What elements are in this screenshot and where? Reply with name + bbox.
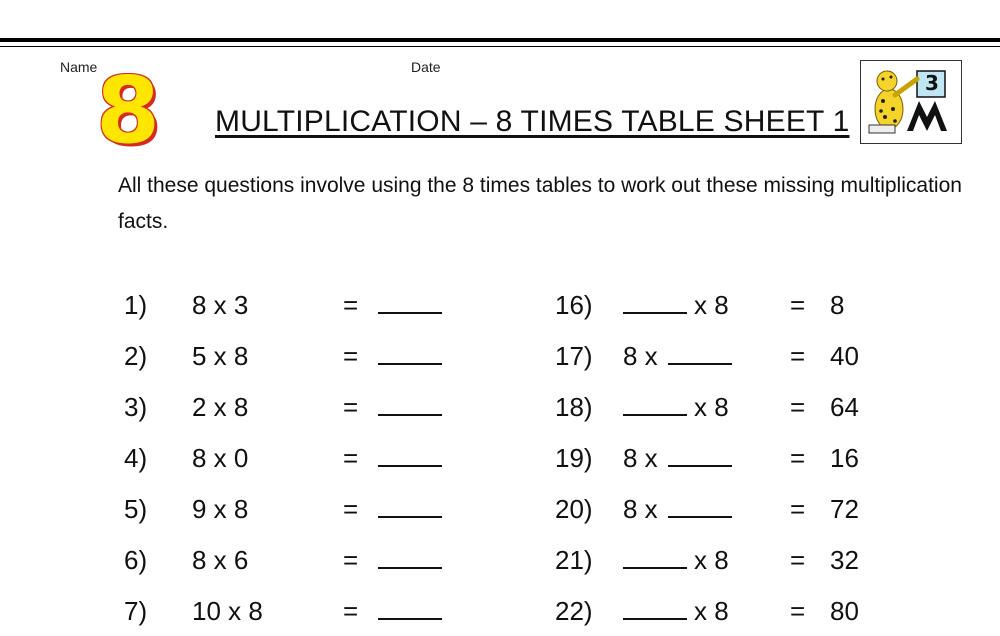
question-number: 16): [555, 290, 593, 320]
missing-factor-blank[interactable]: [623, 586, 687, 636]
missing-factor-blank[interactable]: [623, 382, 687, 432]
equals-sign: =: [343, 392, 359, 422]
question-expression: 8 x 0: [192, 443, 249, 473]
equals-sign: =: [343, 494, 359, 524]
question-expression: 9 x 8: [192, 494, 249, 524]
equals-sign: =: [790, 290, 806, 320]
product-value: 8: [830, 290, 845, 320]
question-factor-before: 8 x: [623, 341, 658, 371]
question-expression: 8 x 6: [192, 545, 249, 575]
missing-factor-blank[interactable]: [668, 433, 732, 483]
question-number: 20): [555, 494, 593, 524]
question-factor-before: 8 x: [623, 494, 658, 524]
missing-factor-blank[interactable]: [623, 280, 687, 330]
equals-sign: =: [343, 443, 359, 473]
leopard-icon: [861, 61, 961, 143]
question-row: [0, 586, 1000, 636]
question-row: [0, 382, 1000, 432]
question-number: 21): [555, 545, 593, 575]
equals-sign: =: [790, 596, 806, 626]
question-factor-after: x 8: [694, 392, 729, 422]
equals-sign: =: [343, 596, 359, 626]
question-row: [0, 280, 1000, 330]
equals-sign: =: [790, 545, 806, 575]
question-factor-before: 8 x: [623, 443, 658, 473]
question-expression: 5 x 8: [192, 341, 249, 371]
product-value: 16: [830, 443, 859, 473]
question-expression: 8 x 3: [192, 290, 249, 320]
equals-sign: =: [343, 341, 359, 371]
question-row: [0, 535, 1000, 585]
equals-sign: =: [790, 392, 806, 422]
instructions-text: All these questions involve using the 8 times tables to work out these missing multiplication facts.: [118, 174, 962, 233]
page-title: MULTIPLICATION – 8 TIMES TABLE SHEET 1: [215, 105, 850, 138]
math-salamanders-logo: [860, 60, 962, 144]
question-factor-after: x 8: [694, 545, 729, 575]
missing-factor-blank[interactable]: [668, 484, 732, 534]
eight-badge: 8: [96, 57, 161, 164]
name-label: Name: [60, 59, 98, 75]
question-number: 3): [124, 392, 148, 422]
missing-factor-blank[interactable]: [668, 331, 732, 381]
question-number: 1): [124, 290, 148, 320]
equals-sign: =: [790, 341, 806, 371]
question-row: [0, 331, 1000, 381]
product-value: 80: [830, 596, 859, 626]
header-rule-thin: [0, 46, 1000, 47]
product-value: 72: [830, 494, 859, 524]
question-factor-after: x 8: [694, 596, 729, 626]
question-expression: 10 x 8: [192, 596, 263, 626]
question-expression: 2 x 8: [192, 392, 249, 422]
product-value: 40: [830, 341, 859, 371]
equals-sign: =: [343, 545, 359, 575]
question-factor-after: x 8: [694, 290, 729, 320]
question-row: [0, 484, 1000, 534]
question-number: 4): [124, 443, 148, 473]
equals-sign: =: [790, 443, 806, 473]
question-row: [0, 433, 1000, 483]
question-number: 7): [124, 596, 148, 626]
question-number: 6): [124, 545, 148, 575]
header-rule-thick: [0, 38, 1000, 42]
question-number: 5): [124, 494, 148, 524]
product-value: 64: [830, 392, 859, 422]
logo-number: 3: [925, 71, 939, 95]
equals-sign: =: [790, 494, 806, 524]
question-number: 17): [555, 341, 593, 371]
question-number: 19): [555, 443, 593, 473]
date-label: Date: [411, 59, 441, 75]
missing-factor-blank[interactable]: [623, 535, 687, 585]
product-value: 32: [830, 545, 859, 575]
question-number: 22): [555, 596, 593, 626]
question-number: 18): [555, 392, 593, 422]
question-number: 2): [124, 341, 148, 371]
equals-sign: =: [343, 290, 359, 320]
